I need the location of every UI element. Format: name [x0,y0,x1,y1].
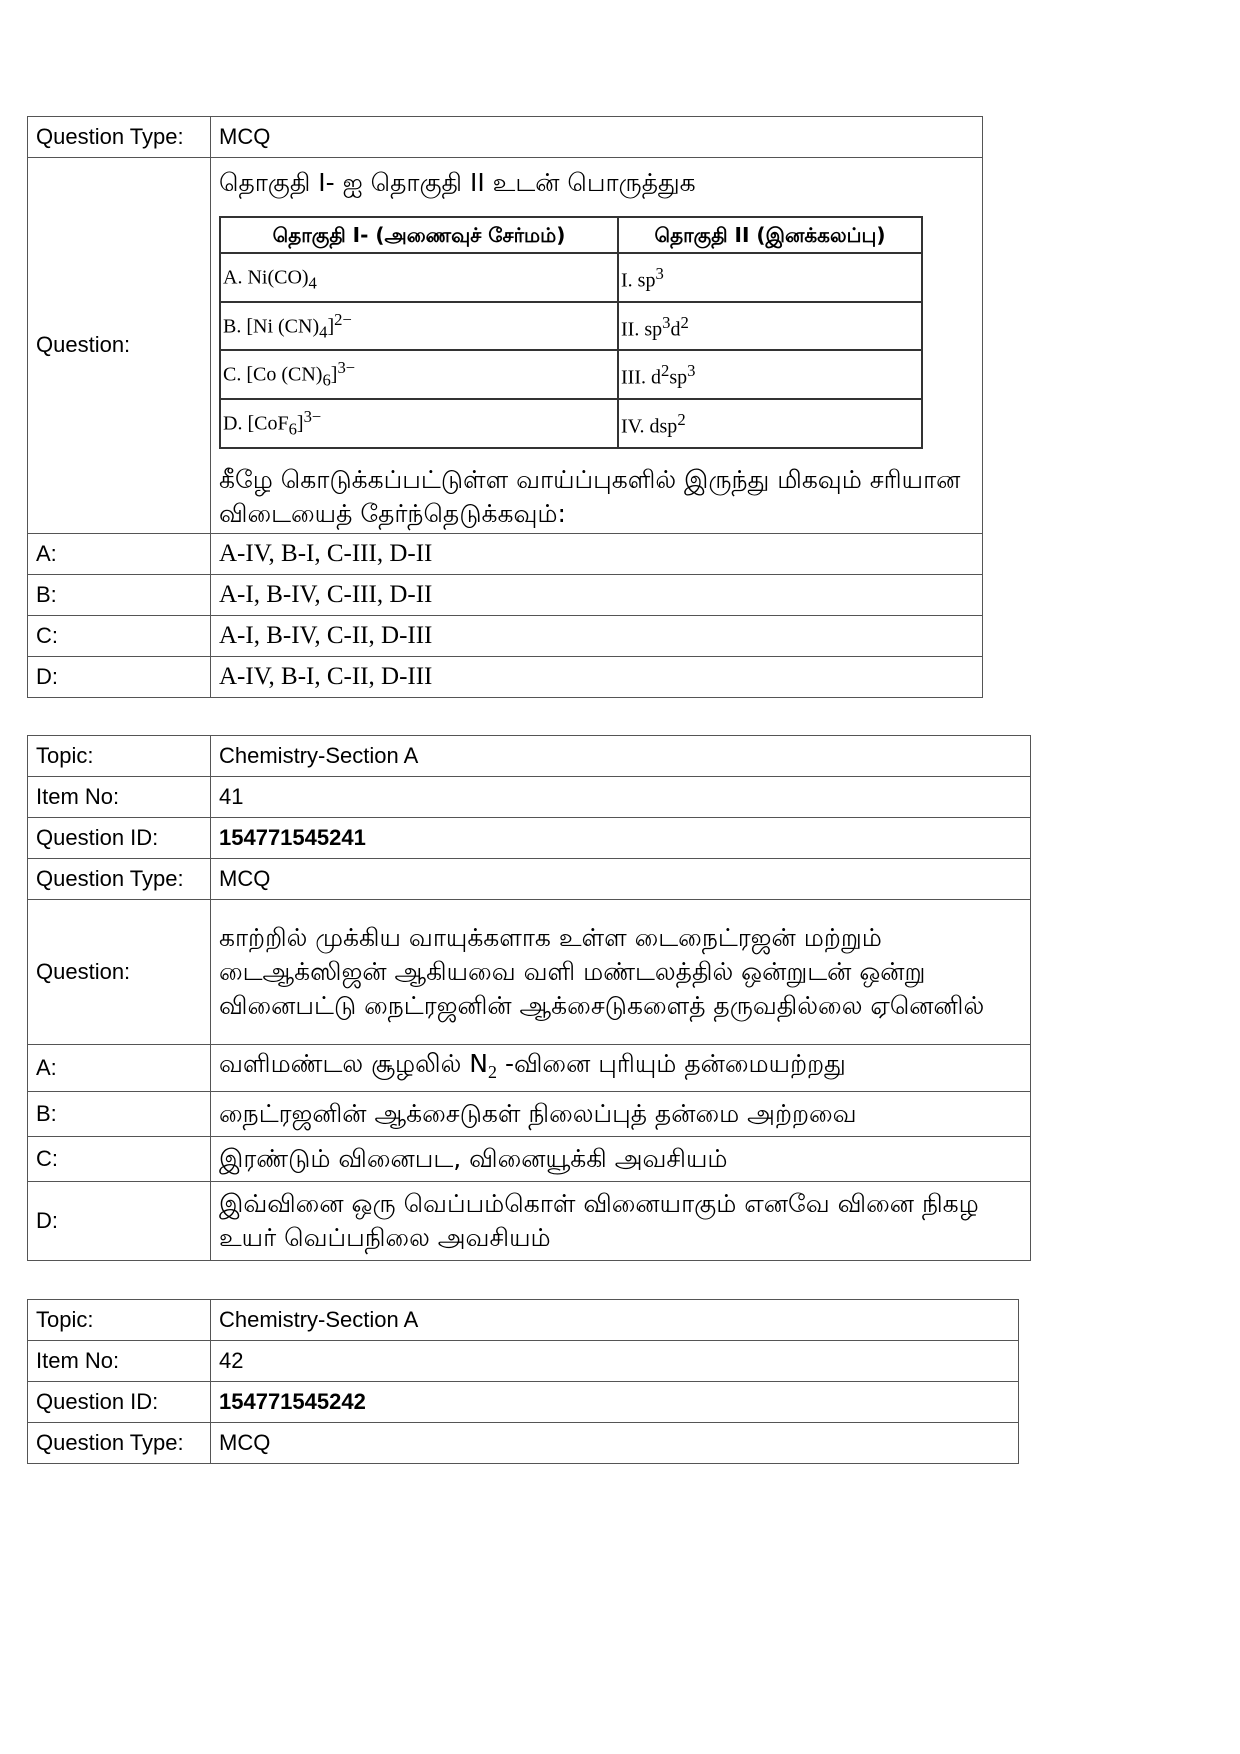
item-no-value: 42 [211,1341,1019,1382]
match-right-cell: IV. dsp$^2$ [618,399,922,448]
match-header-left: தொகுதி I- (அணைவுச் சேர்மம்) [220,217,618,253]
item-no-label: Item No: [28,777,211,818]
option-text: வளிமண்டல சூழலில் $N_2$ -வினை புரியும் தன்மையற்றது [211,1045,1031,1092]
option-label: B: [28,574,211,615]
question-label: Question: [28,900,211,1045]
question-content [211,158,983,534]
option-label: C: [28,615,211,656]
topic-label: Topic: [28,736,211,777]
item-no-row [28,777,1031,818]
question-type-row [28,859,1031,900]
question-id-value: 154771545242 [211,1382,1019,1423]
topic-label: Topic: [28,1300,211,1341]
question-id-row [28,1382,1019,1423]
option-text: A-I, B-IV, C-III, D-II [211,574,983,615]
match-row [220,253,922,302]
item-no-row [28,1341,1019,1382]
match-row [220,302,922,351]
match-header-right: தொகுதி II (இனக்கலப்பு) [618,217,922,253]
option-text: இவ்வினை ஒரு வெப்பம்கொள் வினையாகும் எனவே வினை நிகழ உயர் வெப்பநிலை அவசியம் [211,1182,1031,1261]
item-no-label: Item No: [28,1341,211,1382]
question-footer: கீழே கொடுக்கப்பட்டுள்ள வாய்ப்புகளில் இருந்து மிகவும் சரியான விடையைத் தேர்ந்தெடுக்கவும்: [219,464,961,528]
match-table [219,216,923,449]
question-block-1 [27,116,983,698]
option-text: A-I, B-IV, C-II, D-III [211,615,983,656]
option-row [28,1045,1031,1092]
question-id-label: Question ID: [28,1382,211,1423]
option-text: இரண்டும் வினைபட, வினையூக்கி அவசியம் [211,1137,1031,1182]
question-row [28,158,983,534]
option-text: நைட்ரஜனின் ஆக்சைடுகள் நிலைப்புத் தன்மை அற்றவை [211,1092,1031,1137]
question-row [28,900,1031,1045]
match-table-header [220,217,922,253]
question-id-row [28,818,1031,859]
option-row [28,574,983,615]
topic-value: Chemistry-Section A [211,1300,1019,1341]
option-row [28,656,983,697]
option-row [28,1092,1031,1137]
option-label: D: [28,656,211,697]
item-no-value: 41 [211,777,1031,818]
option-row [28,533,983,574]
question-block-3 [27,1299,1019,1464]
question-block-2 [27,735,1031,1261]
question-id-value: 154771545241 [211,818,1031,859]
match-right-cell: II. $sp^3d^2$ [618,302,922,351]
question-type-label: Question Type: [28,1423,211,1464]
topic-row [28,1300,1019,1341]
option-label: A: [28,1045,211,1092]
match-left-cell: B. [Ni $(CN)_4]^{2-}$ [220,302,618,351]
option-label: D: [28,1182,211,1261]
question-type-row [28,1423,1019,1464]
option-text: A-IV, B-I, C-II, D-III [211,656,983,697]
question-type-label: Question Type: [28,859,211,900]
question-type-value: MCQ [211,117,983,158]
match-row [220,399,922,448]
option-label: B: [28,1092,211,1137]
question-text: காற்றில் முக்கிய வாயுக்களாக உள்ள டைநைட்ரஜன் மற்றும் டைஆக்ஸிஜன் ஆகியவை வளி மண்டலத்தில் ஒன்றுடன் ஒன்று வினைபட்டு நைட்ரஜனின் ஆக்சைடுகளைத் தருவதில்லை ஏனெனில் [211,900,1031,1045]
match-left-cell: D. $[CoF_6]^{3-}$ [220,399,618,448]
match-left-cell: A. $Ni(CO)_4$ [220,253,618,302]
match-left-cell: C. [Co $(CN)_6]^{3-}$ [220,350,618,399]
option-row [28,1137,1031,1182]
question-type-value: MCQ [211,1423,1019,1464]
option-row [28,1182,1031,1261]
option-row [28,615,983,656]
option-label: C: [28,1137,211,1182]
option-text: A-IV, B-I, C-III, D-II [211,533,983,574]
match-right-cell: III. $d^2sp^3$ [618,350,922,399]
question-type-label: Question Type: [28,117,211,158]
question-type-value: MCQ [211,859,1031,900]
topic-value: Chemistry-Section A [211,736,1031,777]
match-row [220,350,922,399]
topic-row [28,736,1031,777]
question-label: Question: [28,158,211,534]
question-id-label: Question ID: [28,818,211,859]
question-title: தொகுதி I- ஐ தொகுதி II உடன் பொருத்துக [219,168,696,197]
question-type-row [28,117,983,158]
option-label: A: [28,533,211,574]
match-right-cell: I. $sp^3$ [618,253,922,302]
